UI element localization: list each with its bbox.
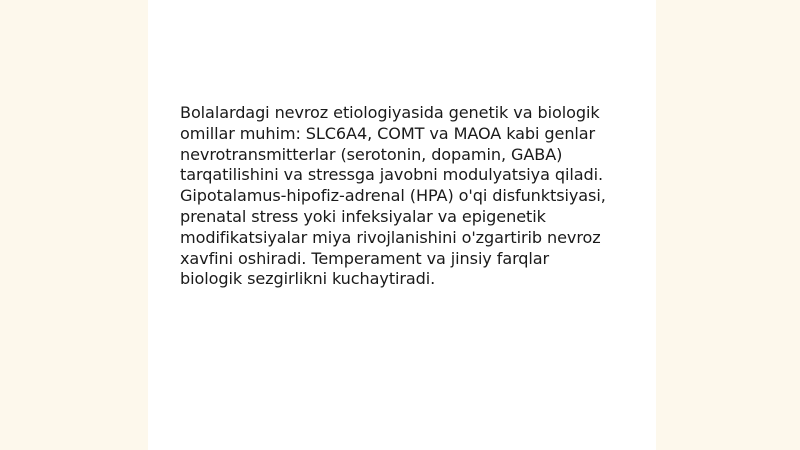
paragraph-line-9: biologik sezgirlikni kuchaytiradi. <box>180 269 436 289</box>
paragraph-line-7: modifikatsiyalar miya rivojlanishini o'zgartirib nevroz <box>180 227 601 247</box>
paragraph-line-4: tarqatilishini va stressga javobni modulyatsiya qiladi. <box>180 165 603 185</box>
paragraph-line-1: Bolalardagi nevroz etiologiyasida genetik va biologik <box>180 103 600 122</box>
paragraph-line-5: Gipotalamus-hipofiz-adrenal (HPA) o'qi disfunktsiyasi, <box>180 186 606 206</box>
paragraph-line-6: prenatal stress yoki infeksiyalar va epigenetik <box>180 206 546 226</box>
body-paragraph <box>180 103 630 290</box>
document-page <box>148 0 656 450</box>
paragraph-line-8: xavfini oshiradi. Temperament va jinsiy farqlar <box>180 248 550 268</box>
paragraph-line-3: nevrotransmitterlar (serotonin, dopamin, GABA) <box>180 144 563 164</box>
paragraph-line-2: omillar muhim: SLC6A4, COMT va MAOA kabi genlar <box>180 123 596 143</box>
